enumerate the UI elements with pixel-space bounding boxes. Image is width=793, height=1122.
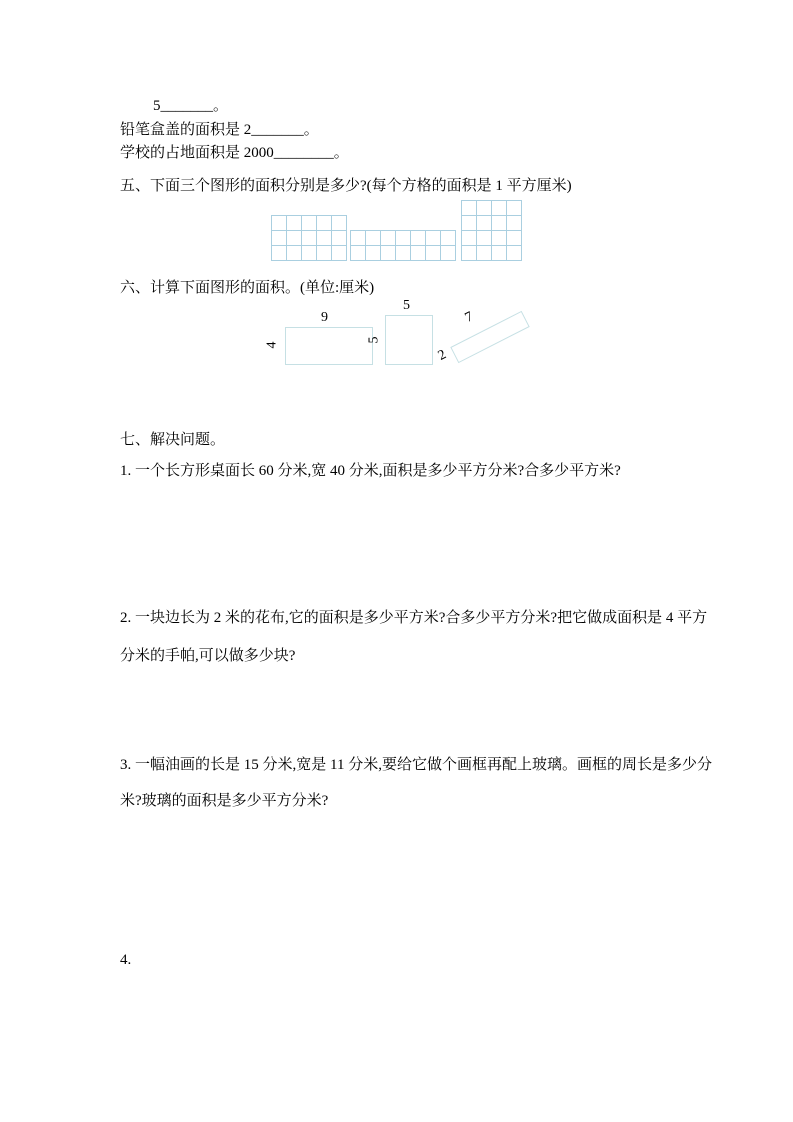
- section-6-heading: 六、计算下面图形的面积。(单位:厘米): [120, 280, 375, 296]
- section-5-heading: 五、下面三个图形的面积分别是多少?(每个方格的面积是 1 平方厘米): [120, 178, 572, 194]
- section-7-heading: 七、解决问题。: [120, 432, 226, 448]
- square-5x5: [385, 315, 433, 365]
- dim-label-width-2: 2: [435, 347, 449, 364]
- problem-3-line-1: 3. 一幅油画的长是 15 分米,宽是 11 分米,要给它做个画框再配上玻璃。画框的周长是多少分: [120, 757, 712, 773]
- fill-blank-line-3: 学校的占地面积是 2000________。: [120, 145, 349, 161]
- dim-label-top-5: 5: [403, 298, 410, 313]
- problem-3-line-2: 米?玻璃的面积是多少平方分米?: [120, 793, 329, 809]
- problem-4-number: 4.: [120, 952, 132, 968]
- grid-figure-left-5x3: [271, 215, 347, 261]
- problem-2-line-1: 2. 一块边长为 2 米的花布,它的面积是多少平方米?合多少平方分米?把它做成面积是 4 平方: [120, 610, 708, 626]
- rectangle-9x4: [285, 327, 373, 365]
- dim-label-height-4: 4: [264, 341, 280, 349]
- fill-blank-line-1: 5_______。: [153, 98, 229, 114]
- problem-2-line-2: 分米的手帕,可以做多少块?: [120, 648, 296, 664]
- grid-figure-right-4x4: [461, 200, 522, 261]
- tilted-rectangle-7x2: [450, 311, 529, 363]
- grid-figure-middle-7x2: [350, 230, 456, 261]
- dim-label-length-7: 7: [462, 309, 476, 326]
- dim-label-left-5: 5: [366, 336, 382, 344]
- fill-blank-line-2: 铅笔盒盖的面积是 2_______。: [120, 122, 319, 138]
- dim-label-width-9: 9: [321, 310, 328, 325]
- problem-1-line-1: 1. 一个长方形桌面长 60 分米,宽 40 分米,面积是多少平方分米?合多少平方米?: [120, 463, 621, 479]
